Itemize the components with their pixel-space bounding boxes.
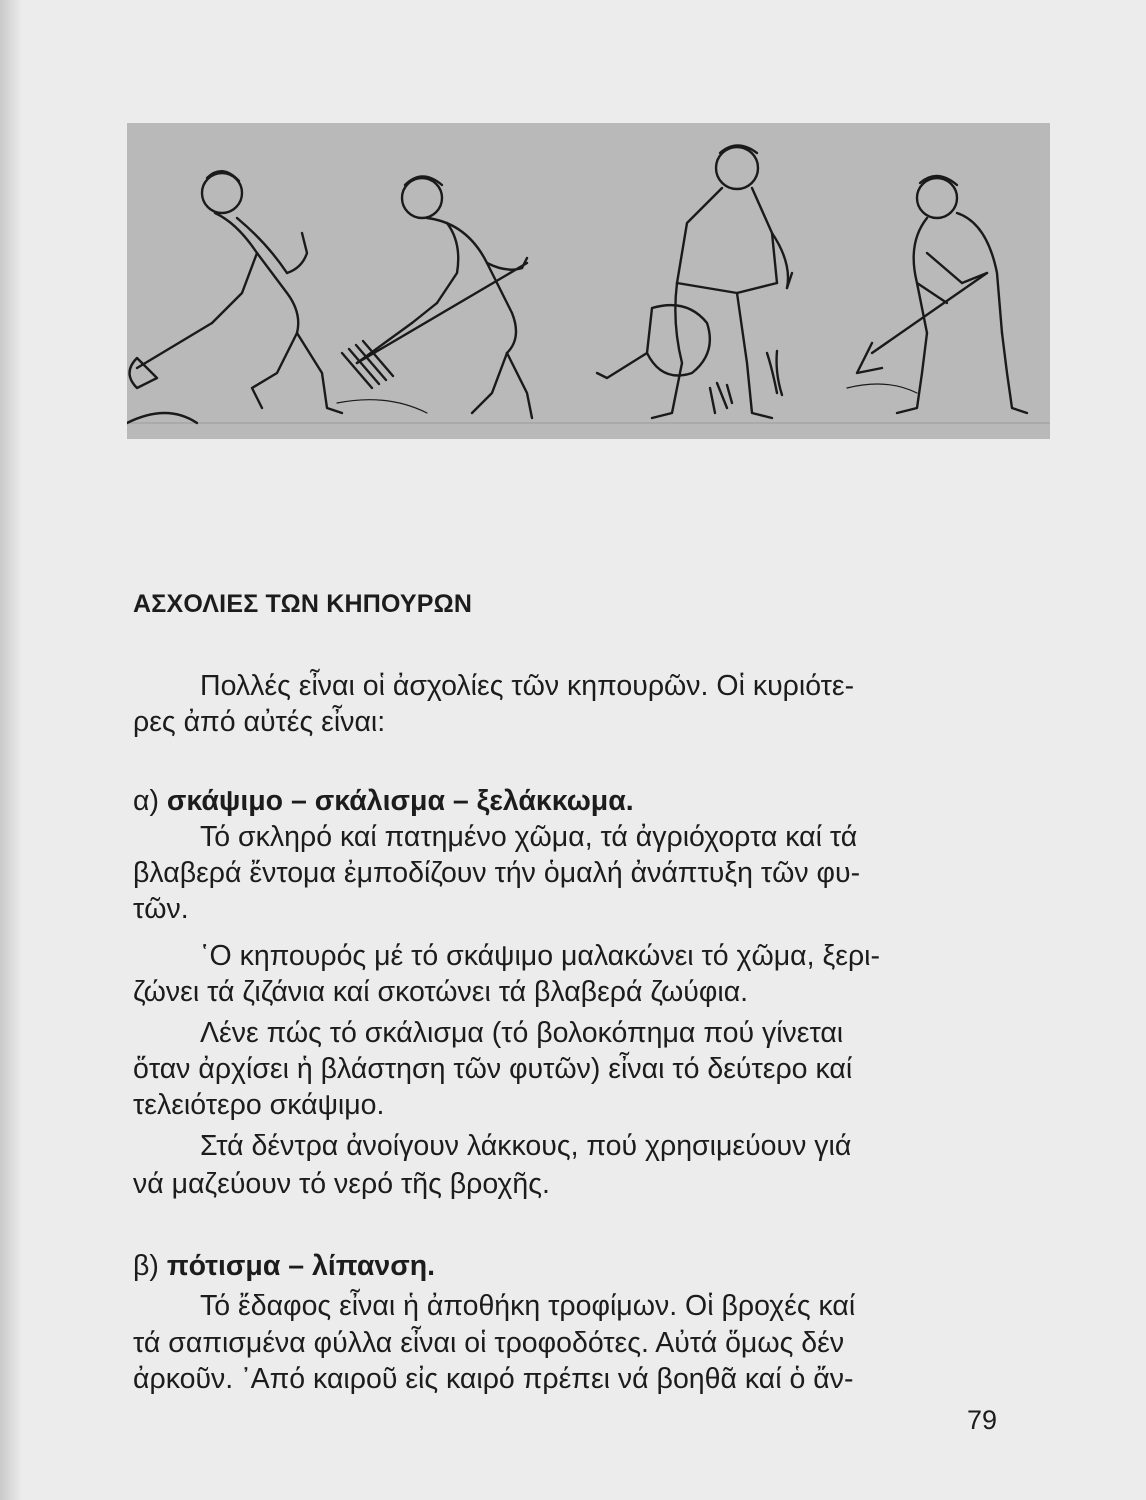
paragraph-line: Στά δέντρα ἀνοίγουν λάκκους, πού χρησιμεύουν γιά — [200, 1130, 852, 1162]
paragraph-line: ζώνει τά ζιζάνια καί σκοτώνει τά βλαβερά ζωύφια. — [133, 976, 749, 1008]
paragraph-line: ἀρκοῦν. ᾿Από καιροῦ εἰς καιρό πρέπει νά βοηθᾶ καί ὁ ἄν- — [133, 1363, 854, 1395]
page-gutter-shadow — [0, 0, 22, 1500]
paragraph-line: τά σαπισμένα φύλλα εἶναι οἱ τροφοδότες. Αὐτά ὅμως δέν — [133, 1327, 845, 1359]
paragraph-line: ρες ἀπό αὐτές εἶναι: — [133, 706, 386, 738]
page-number: 79 — [967, 1405, 998, 1435]
paragraph-line: Τό ἔδαφος εἶναι ἡ ἀποθήκη τροφίμων. Οἱ βροχές καί — [200, 1290, 856, 1322]
paragraph-line: Λένε πώς τό σκάλισμα (τό βολοκόπημα πού γίνεται — [200, 1017, 844, 1049]
paragraph-line: τελειότερο σκάψιμο. — [133, 1089, 385, 1121]
gardeners-illustration — [127, 123, 1050, 439]
subsection-a-prefix: α) — [133, 785, 167, 817]
gardeners-working-icon — [127, 123, 1050, 439]
subsection-a-title: σκάψιμο – σκάλισμα – ξελάκκωμα. — [166, 785, 634, 817]
subsection-a-heading — [133, 783, 1003, 819]
paragraph-line: βλαβερά ἔντομα ἐμποδίζουν τήν ὁμαλή ἀνάπτυξη τῶν φυ- — [133, 857, 861, 889]
subsection-b-heading — [133, 1248, 1003, 1284]
subsection-b-prefix: β) — [133, 1250, 167, 1282]
subsection-b-title: πότισμα – λίπανση. — [166, 1250, 436, 1282]
paragraph-line: τῶν. — [133, 893, 189, 925]
paragraph-line: Τό σκληρό καί πατημένο χῶμα, τά ἀγριόχορτα καί τά — [200, 821, 858, 853]
paragraph-line: ὅταν ἀρχίσει ἡ βλάστηση τῶν φυτῶν) εἶναι τό δεύτερο καί — [133, 1053, 853, 1085]
paragraph-line: ῾Ο κηπουρός μέ τό σκάψιμο μαλακώνει τό χῶμα, ξερι- — [200, 940, 880, 972]
paragraph-line: Πολλές εἶναι οἱ ἀσχολίες τῶν κηπουρῶν. Οἱ κυριότε- — [200, 670, 855, 702]
paragraph-line: νά μαζεύουν τό νερό τῆς βροχῆς. — [133, 1168, 550, 1200]
section-heading: ΑΣΧΟΛΙΕΣ ΤΩΝ ΚΗΠΟΥΡΩΝ — [133, 590, 473, 618]
